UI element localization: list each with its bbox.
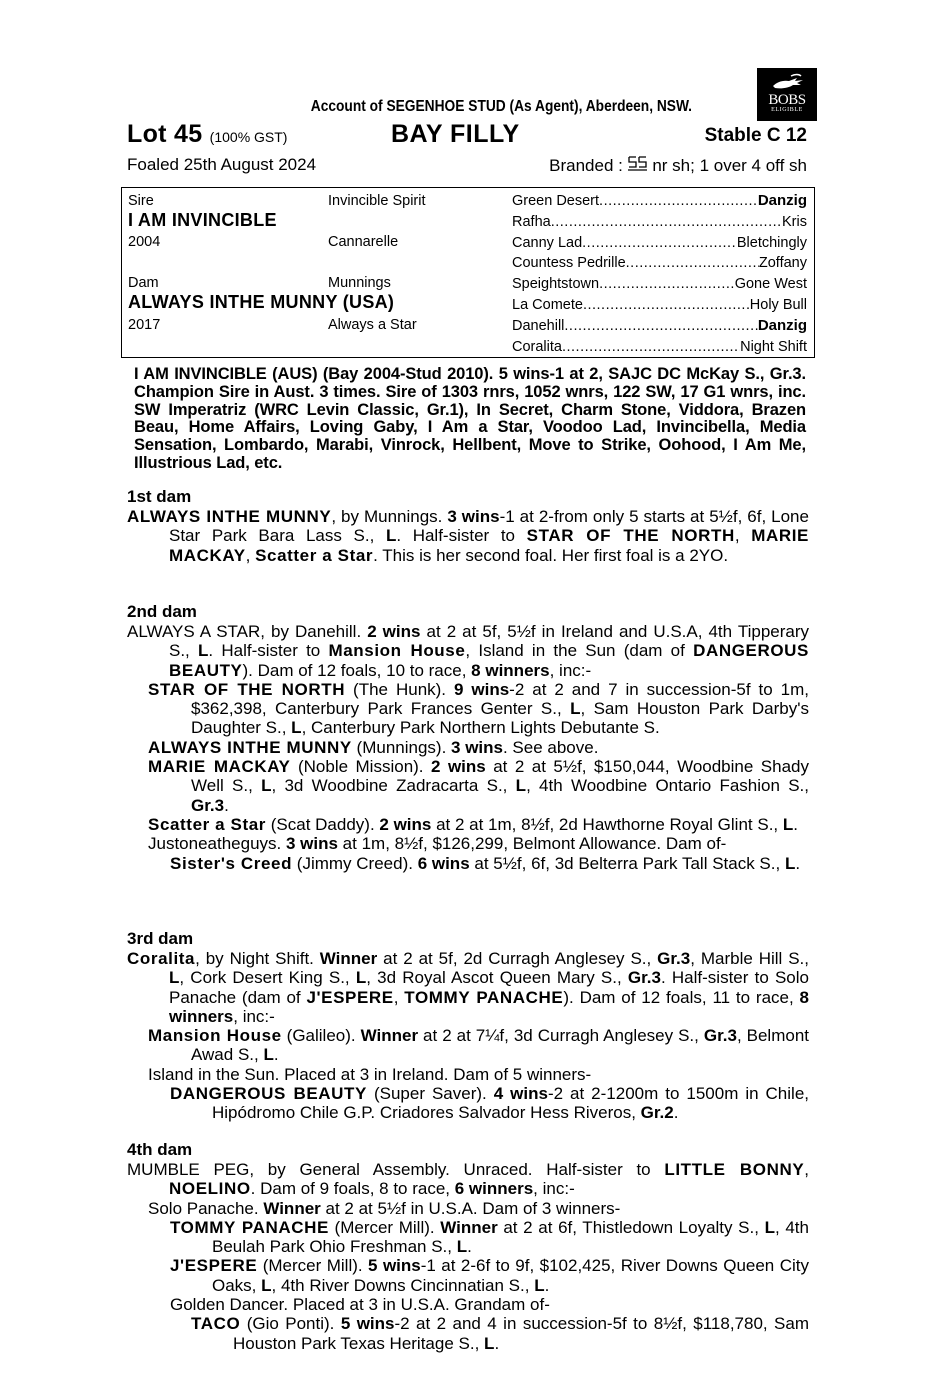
text: , 4th Woodbine Ontario Fashion S., bbox=[526, 776, 810, 796]
text: , bbox=[734, 526, 752, 546]
text: . bbox=[795, 853, 801, 873]
text: -2 at 2 and 7 in succession-5f to 1m, $362,398, Canterbury Park Frances Genter S., bbox=[191, 679, 809, 719]
emphasis: Winner bbox=[263, 1198, 321, 1218]
leader-dots bbox=[562, 337, 740, 357]
emphasis: 5 wins bbox=[368, 1256, 421, 1276]
emphasis: 3 wins bbox=[451, 737, 503, 757]
dam-section-heading: 1st dam bbox=[127, 487, 192, 506]
family-entry bbox=[127, 507, 809, 565]
emphasis: 8 winners bbox=[471, 660, 550, 680]
text: at 2 at 5f, 2d Curragh Anglesey S., bbox=[377, 949, 658, 968]
text: , Cork Desert King S., bbox=[179, 968, 356, 988]
text: . bbox=[494, 1333, 500, 1353]
text: at 1m, 8½f, $126,299, Belmont Allowance. Dam of- bbox=[337, 834, 727, 854]
text: (Jimmy Creed). bbox=[292, 853, 418, 873]
text: . Dam of 9 foals, 8 to race, bbox=[250, 1179, 455, 1199]
great-grandparent-row bbox=[512, 295, 807, 315]
emphasis: L bbox=[355, 968, 367, 988]
text: , bbox=[245, 545, 256, 565]
emphasis: Gr.3 bbox=[627, 968, 661, 988]
ggp-sire: Night Shift bbox=[740, 338, 807, 355]
gst-note: (100% GST) bbox=[209, 129, 288, 145]
text: , 4th River Downs Cincinnatian S., bbox=[271, 1275, 535, 1295]
family-entry bbox=[127, 854, 809, 873]
horse-head-icon bbox=[767, 72, 807, 92]
text: , by Munnings. bbox=[331, 507, 448, 526]
text: at 5½f, 6f, 3d Belterra Park Tall Stack S., bbox=[469, 853, 785, 873]
emphasis: L bbox=[291, 718, 302, 738]
horse-name: MARIE MACKAY bbox=[169, 526, 809, 565]
horse-name: J'ESPERE bbox=[306, 987, 394, 1007]
text: . bbox=[224, 795, 229, 815]
logo-text-eligible: ELIGIBLE bbox=[771, 107, 803, 113]
text: at 2 at 6f, Thistledown Loyalty S., bbox=[497, 1217, 765, 1237]
horse-name: ALWAYS INTHE MUNNY bbox=[148, 737, 352, 757]
horse-name: DANGEROUS BEAUTY bbox=[170, 1084, 367, 1104]
leader-dots bbox=[582, 233, 737, 253]
ggp-sire: Danzig bbox=[757, 316, 807, 334]
text: . Half-sister to bbox=[208, 641, 329, 661]
emphasis: 9 wins bbox=[453, 679, 510, 699]
sire-dam: Cannarelle bbox=[328, 234, 399, 250]
text: , bbox=[804, 1160, 809, 1179]
ggp-name: Coralita bbox=[512, 338, 562, 355]
emphasis: Winner bbox=[440, 1217, 498, 1237]
emphasis: Gr.3 bbox=[657, 949, 691, 968]
emphasis: L bbox=[782, 814, 794, 834]
leader-dots bbox=[599, 191, 758, 211]
horse-name: Mansion House bbox=[328, 641, 466, 661]
emphasis: Winner bbox=[319, 949, 378, 968]
leader-dots bbox=[599, 274, 735, 294]
text: -1 at 2-6f to 9f, $102,425, River Downs Queen City Oaks, bbox=[212, 1256, 809, 1295]
ggp-sire: Zoffany bbox=[758, 255, 807, 272]
family-entry bbox=[127, 680, 809, 738]
text: . bbox=[544, 1275, 550, 1295]
emphasis: Winner bbox=[360, 1026, 419, 1046]
family-entry bbox=[127, 815, 809, 834]
ggp-name: Speightstown bbox=[512, 276, 600, 293]
dam-label: Dam bbox=[128, 275, 159, 291]
dam-dam: Always a Star bbox=[328, 317, 417, 333]
emphasis: 6 wins bbox=[417, 853, 470, 873]
leader-dots bbox=[564, 316, 757, 336]
text: at 2 at 1m, 8½f, 2d Hawthorne Royal Glint S., bbox=[431, 814, 783, 834]
family-entry bbox=[127, 1065, 809, 1084]
family-entry bbox=[127, 1160, 809, 1199]
emphasis: 5 wins bbox=[340, 1314, 395, 1334]
text: , Sam Houston Park Darby's Daughter S., bbox=[191, 699, 809, 738]
leader-dots bbox=[626, 253, 759, 273]
text: . bbox=[273, 1045, 279, 1065]
lot-row bbox=[127, 120, 807, 150]
lot-label: Lot 45 bbox=[127, 120, 203, 148]
emphasis: 2 wins bbox=[379, 814, 432, 834]
text: Justoneatheguys. bbox=[148, 834, 286, 854]
dam-section-3 bbox=[127, 929, 809, 1123]
ggp-name: Rafha bbox=[512, 213, 551, 230]
vendor-account: Account of SEGENHOE STUD (As Agent), Aberdeen, NSW. bbox=[310, 98, 693, 115]
pedigree-table bbox=[121, 187, 815, 358]
emphasis: 4 wins bbox=[493, 1084, 548, 1104]
horse-name: DANGEROUS BEAUTY bbox=[169, 641, 809, 680]
emphasis: L bbox=[784, 853, 796, 873]
text: at 2 at 5½f, $150,044, Woodbine Shady Well S., bbox=[191, 757, 809, 796]
dam-section-2 bbox=[127, 602, 809, 873]
emphasis: Gr.2 bbox=[640, 1103, 674, 1123]
bobs-eligible-logo bbox=[757, 68, 817, 121]
emphasis: L bbox=[263, 1045, 274, 1065]
horse-name: J'ESPERE bbox=[170, 1256, 258, 1276]
family-entry bbox=[127, 1256, 809, 1295]
leader-dots bbox=[551, 212, 782, 232]
emphasis: L bbox=[534, 1275, 545, 1295]
family-entry bbox=[127, 622, 809, 680]
great-grandparent-row bbox=[512, 274, 807, 294]
dam-section-4 bbox=[127, 1140, 809, 1353]
ggp-sire: Gone West bbox=[734, 276, 807, 293]
text: ). Dam of 12 foals, 11 to race, bbox=[563, 987, 800, 1007]
family-entry bbox=[127, 1199, 809, 1218]
emphasis: Gr.3 bbox=[191, 795, 225, 815]
text: (The Hunk). bbox=[345, 679, 454, 699]
text: -2 at 2-1200m to 1500m in Chile, Hipódromo Chile G.P. Criadores Salvador Hess Riveros, bbox=[212, 1084, 809, 1123]
great-grandparent-row bbox=[512, 253, 807, 273]
ggp-name: Danehill bbox=[512, 317, 565, 334]
text: Golden Dancer. Placed at 3 in U.S.A. Grandam of- bbox=[170, 1295, 550, 1315]
emphasis: L bbox=[385, 526, 397, 546]
text: (Scat Daddy). bbox=[266, 814, 380, 834]
horse-name: Coralita bbox=[127, 949, 196, 968]
emphasis: L bbox=[515, 776, 527, 796]
family-entry bbox=[127, 1295, 809, 1314]
text: (Super Saver). bbox=[366, 1084, 494, 1104]
great-grandparent-row bbox=[512, 212, 807, 232]
text: , bbox=[393, 987, 405, 1007]
emphasis: 6 winners bbox=[454, 1179, 534, 1199]
text: (Galileo). bbox=[281, 1026, 361, 1046]
text: , by Night Shift. bbox=[195, 949, 320, 968]
dam-sire: Munnings bbox=[328, 275, 391, 291]
horse-name: Sister's Creed bbox=[170, 853, 293, 873]
text: . bbox=[673, 1103, 679, 1123]
text: , 4th Beulah Park Ohio Freshman S., bbox=[212, 1217, 809, 1257]
horse-name: ALWAYS INTHE MUNNY bbox=[127, 507, 332, 526]
emphasis: L bbox=[484, 1333, 495, 1353]
text: , inc:- bbox=[533, 1179, 575, 1199]
horse-name: Mansion House bbox=[148, 1026, 282, 1046]
text: -1 at 2-from only 5 starts at 5½f, 6f, Lone Star Park Bara Lass S., bbox=[169, 507, 809, 546]
text: (Gio Ponti). bbox=[240, 1314, 341, 1334]
logo-text-bobs: BOBS bbox=[768, 92, 806, 108]
horse-name: MARIE MACKAY bbox=[148, 757, 291, 777]
text: Solo Panache. bbox=[148, 1198, 264, 1218]
great-grandparent-row bbox=[512, 233, 807, 253]
text: ALWAYS A STAR, by Danehill. bbox=[127, 622, 368, 641]
dam-name: ALWAYS INTHE MUNNY (USA) bbox=[128, 292, 395, 312]
emphasis: 3 wins bbox=[285, 834, 338, 854]
horse-name: Scatter a Star bbox=[255, 545, 374, 565]
lot-title: BAY FILLY bbox=[391, 120, 520, 148]
ggp-name: La Comete bbox=[512, 297, 583, 313]
horse-name: Scatter a Star bbox=[148, 814, 267, 834]
sire-name: I AM INVINCIBLE bbox=[128, 210, 277, 230]
sire-year: 2004 bbox=[128, 234, 161, 250]
ggp-sire: Kris bbox=[782, 213, 807, 230]
text: (Mercer Mill). bbox=[257, 1256, 369, 1276]
emphasis: L bbox=[261, 776, 272, 796]
family-entry bbox=[127, 1314, 809, 1353]
great-grandparent-row bbox=[512, 191, 807, 211]
emphasis: L bbox=[261, 1275, 272, 1295]
text: . Half-sister to bbox=[396, 526, 527, 546]
foaled-date: Foaled 25th August 2024 bbox=[127, 155, 317, 174]
sire-label: Sire bbox=[128, 193, 154, 209]
horse-name: TOMMY PANACHE bbox=[170, 1217, 329, 1237]
ggp-name: Canny Lad bbox=[512, 234, 583, 251]
emphasis: L bbox=[169, 968, 180, 988]
family-entry bbox=[127, 738, 809, 757]
text: (Munnings). bbox=[351, 737, 452, 757]
text: , inc:- bbox=[233, 1006, 275, 1026]
text: , Belmont Awad S., bbox=[191, 1026, 809, 1065]
family-entry bbox=[127, 1084, 809, 1123]
brand-mark-icon bbox=[628, 155, 648, 178]
text: , inc:- bbox=[549, 660, 592, 680]
dam-section-1 bbox=[127, 487, 809, 565]
sire-summary: I AM INVINCIBLE (AUS) (Bay 2004-Stud 2010). 5 wins-1 at 2, SAJC DC McKay S., Gr.3. Champion Sire in Aust. 3 times. Sire of 1303 rnrs, 1052 wnrs, 122 SW, 17 G1 wnrs, inc. SW Imperatriz (WRC Levin Classic, Gr.1), In Secret, Charm Stone, Viddora, Brazen Beau, Home Affairs, Loving Gaby, I Am a Star, Voodoo Lad, Invincibella, Media Sensation, Lombardo, Marabi, Vinrock, Hellbent, Move to Strike, Oohood, I Am Me, Illustrious Lad, etc. bbox=[134, 365, 806, 472]
dam-section-heading: 2nd dam bbox=[127, 602, 197, 621]
text: at 2 at 5f, 5½f in Ireland and U.S.A, 4th Tipperary S., bbox=[169, 622, 810, 661]
emphasis: L bbox=[764, 1217, 775, 1237]
horse-name: TOMMY PANACHE bbox=[404, 987, 564, 1007]
text: . bbox=[467, 1237, 472, 1257]
dam-section-heading: 4th dam bbox=[127, 1140, 193, 1159]
horse-name: NOELINO bbox=[169, 1179, 251, 1199]
text: Island in the Sun. Placed at 3 in Ireland. Dam of 5 winners- bbox=[148, 1064, 592, 1084]
family-entry bbox=[127, 949, 809, 1026]
emphasis: L bbox=[570, 699, 581, 719]
ggp-sire: Holy Bull bbox=[749, 297, 807, 313]
text: ). Dam of 12 foals, 10 to race, bbox=[242, 660, 472, 680]
horse-name: STAR OF THE NORTH bbox=[526, 526, 735, 546]
family-entry bbox=[127, 1218, 809, 1257]
family-entry bbox=[127, 1026, 809, 1065]
text: , Canterbury Park Northern Lights Debutante S. bbox=[301, 718, 660, 738]
horse-name: STAR OF THE NORTH bbox=[148, 679, 346, 699]
text: , 3d Royal Ascot Queen Mary S., bbox=[366, 968, 628, 988]
brand-description bbox=[549, 155, 807, 178]
branded-text: nr sh; 1 over 4 off sh bbox=[652, 156, 807, 175]
text: at 2 at 5½f in U.S.A. Dam of 3 winners- bbox=[320, 1198, 621, 1218]
emphasis: 3 wins bbox=[447, 507, 500, 526]
emphasis: 2 wins bbox=[431, 757, 486, 777]
horse-name: LITTLE BONNY bbox=[664, 1160, 805, 1179]
family-entry bbox=[127, 834, 809, 853]
text: MUMBLE PEG, by General Assembly. Unraced. Half-sister to bbox=[127, 1160, 665, 1179]
text: , 3d Woodbine Zadracarta S., bbox=[271, 776, 516, 796]
great-grandparent-row bbox=[512, 316, 807, 336]
dam-year: 2017 bbox=[128, 317, 161, 333]
ggp-sire: Danzig bbox=[757, 192, 807, 209]
horse-name: TACO bbox=[191, 1314, 241, 1334]
emphasis: 8 winners bbox=[169, 987, 809, 1026]
text: . See above. bbox=[502, 737, 599, 757]
dam-section-heading: 3rd dam bbox=[127, 929, 194, 948]
text: , Marble Hill S., bbox=[690, 949, 810, 968]
ggp-name: Countess Pedrille bbox=[512, 255, 626, 272]
text: (Noble Mission). bbox=[290, 757, 432, 777]
text: . Half-sister to Solo Panache (dam of bbox=[169, 968, 809, 1007]
great-grandparent-row bbox=[512, 337, 807, 357]
ggp-sire: Bletchingly bbox=[736, 234, 807, 251]
emphasis: 2 wins bbox=[367, 622, 421, 641]
emphasis: L bbox=[456, 1237, 468, 1257]
text: -2 at 2 and 4 in succession-5f to 8½f, $118,780, Sam Houston Park Texas Heritage S., bbox=[233, 1314, 810, 1353]
branded-label: Branded : bbox=[549, 156, 623, 175]
text: . bbox=[793, 814, 798, 834]
emphasis: L bbox=[198, 641, 209, 661]
sire-sire: Invincible Spirit bbox=[328, 193, 426, 209]
ggp-name: Green Desert bbox=[512, 193, 600, 209]
text: . This is her second foal. Her first foal is a 2YO. bbox=[373, 545, 729, 565]
text: at 2 at 7¼f, 3d Curragh Anglesey S., bbox=[418, 1026, 704, 1046]
lot-number bbox=[127, 120, 287, 149]
text: (Mercer Mill). bbox=[328, 1217, 441, 1237]
leader-dots bbox=[583, 295, 750, 315]
emphasis: Gr.3 bbox=[703, 1026, 737, 1046]
stable-number: Stable C 12 bbox=[704, 125, 807, 146]
text: , Island in the Sun (dam of bbox=[465, 641, 694, 661]
family-entry bbox=[127, 757, 809, 815]
